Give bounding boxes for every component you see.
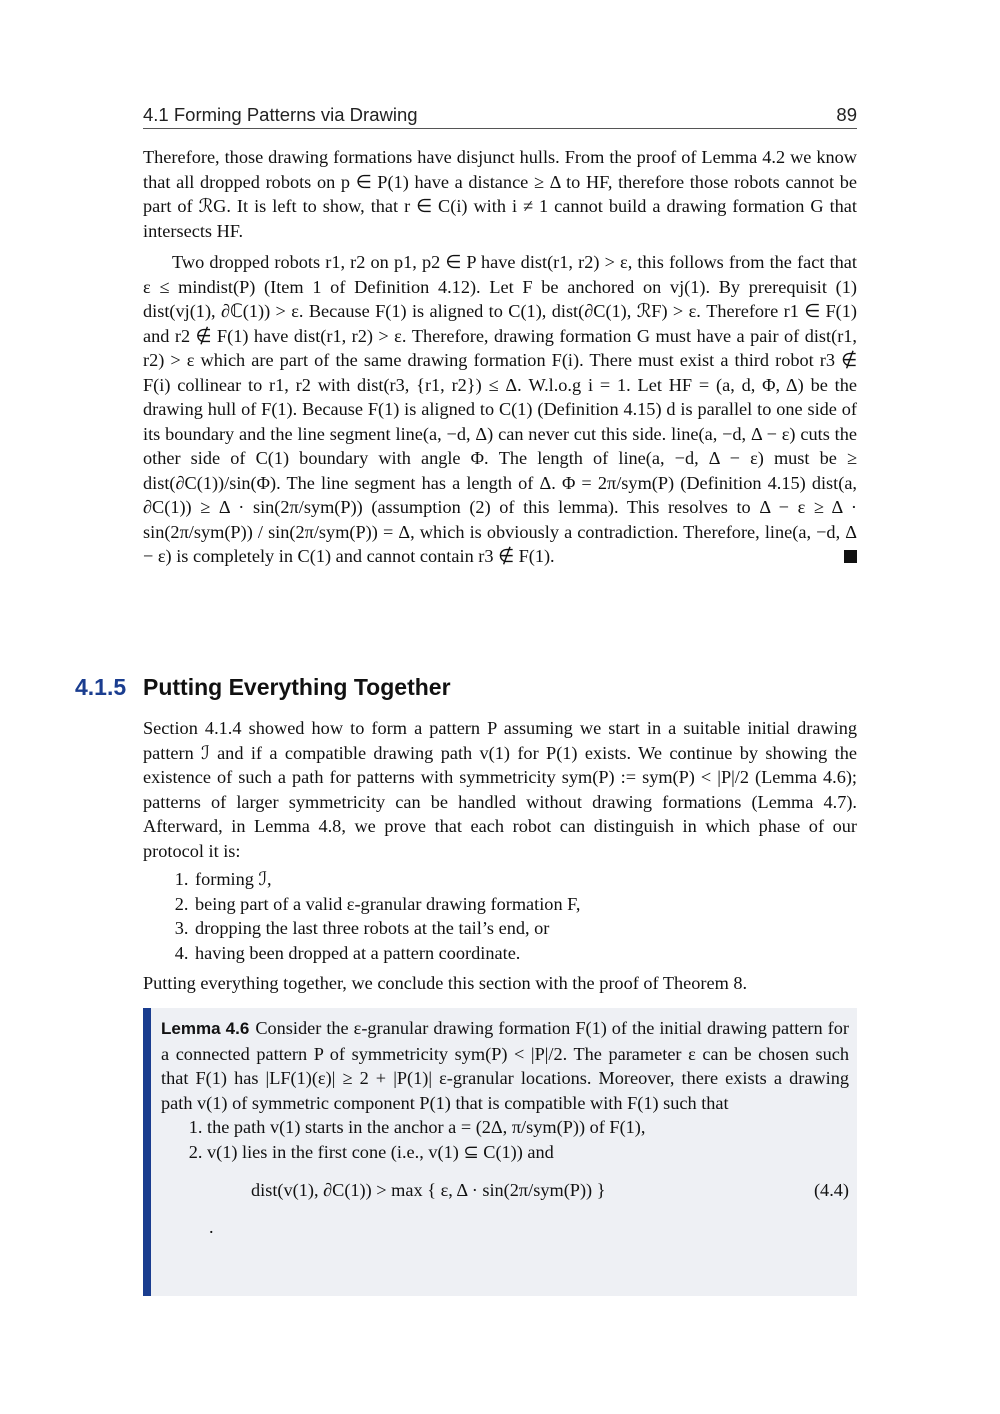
equation-number: (4.4) xyxy=(813,1180,849,1200)
list-item: 2. being part of a valid ε-granular drawing formation F, xyxy=(193,892,857,917)
list-item: 1. the path v(1) starts in the anchor a = (2Δ, π/sym(P)) of F(1), xyxy=(207,1115,849,1140)
list-item: 2. v(1) lies in the first cone (i.e., v(1) ⊆ C(1)) and xyxy=(207,1140,849,1165)
section-heading xyxy=(75,674,857,701)
lemma-statement xyxy=(161,1016,849,1115)
lemma-label: Lemma 4.6 xyxy=(161,1019,250,1038)
lemma-conditions xyxy=(161,1115,849,1164)
running-header xyxy=(143,100,857,129)
qed-icon xyxy=(844,550,857,563)
section-title: Putting Everything Together xyxy=(143,674,451,700)
section-body xyxy=(143,716,857,996)
running-header-title: 4.1 Forming Patterns via Drawing xyxy=(143,104,418,125)
list-item: 4. having been dropped at a pattern coordinate. xyxy=(193,941,857,966)
proof-text xyxy=(143,145,857,569)
list-item: 3. dropping the last three robots at the tail’s end, or xyxy=(193,916,857,941)
section-intro: Section 4.1.4 showed how to form a pattern P assuming we start in a suitable initial drawing pattern ℐ and if a compatible drawing path v(1) for P(1) exists. We continue by showing the existence of such a path for patterns with symmetricity sym(P) := sym(P) < |P|/2 (Lemma 4.6); patterns of larger symmetricity can be handled without drawing formations (Lemma 4.7). Afterward, in Lemma 4.8, we prove that each robot can distinguish in which phase of our protocol it is: xyxy=(143,718,857,861)
proof-paragraph-1: Therefore, those drawing formations have disjunct hulls. From the proof of Lemma 4.2 we know that all dropped robots on p ∈ P(1) have a distance ≥ Δ to HF, therefore those robots cannot be part of ℛG. It is left to show, that r ∈ C(i) with i ≠ 1 cannot build a drawing formation G that intersects HF. xyxy=(143,147,857,241)
proof-paragraph-2 xyxy=(143,250,857,569)
lemma-box xyxy=(143,1008,857,1296)
page-number: 89 xyxy=(836,104,857,125)
equation-4-4 xyxy=(161,1178,849,1203)
lemma-text: Consider the ε-granular drawing formation F(1) of the initial drawing pattern for a connected pattern P of symmetricity sym(P) < |P|/2. The parameter ε can be chosen such that F(1) has |LF(1)(ε)| ≥ 2 + |P(1)| ε-granular locations. Moreover, there exists a drawing path v(1) of symmetric component P(1) that is compatible with F(1) such that xyxy=(161,1018,849,1113)
phase-list xyxy=(143,867,857,965)
lemma-trailing-dot: . xyxy=(209,1216,214,1237)
section-closing: Putting everything together, we conclude this section with the proof of Theorem 8. xyxy=(143,973,748,993)
proof-paragraph-2-text: Two dropped robots r1, r2 on p1, p2 ∈ P have dist(r1, r2) > ε, this follows from the fact that ε ≤ mindist(P) (Item 1 of Definition 4.12). Let F be anchored on vj(1). By prerequisit (1) dist(vj(1), ∂ℂ(1)) > ε. Because F(1) is aligned to C(1), dist(∂C(1), ℛF) > ε. Therefore r1 ∈ F(1) and r2 ∉ F(1) have dist(r1, r2) > ε. Therefore, drawing formation G must have a pair of dist(r1, r2) > ε which are part of the same drawing formation F(i). There must exist a third robot r3 ∉ F(i) collinear to r1, r2 with dist(r3, {r1, r2}) ≤ Δ. W.l.o.g i = 1. Let HF = (a, d, Φ, Δ) be the drawing hull of F(1). Because F(1) is aligned to C(1) (Definition 4.15) d is parallel to one side of its boundary and the line segment line(a, −d, Δ) can never cut this side. line(a, −d, Δ − ε) cuts the other side of C(1) boundary with angle Φ. The length of line(a, −d, Δ − ε) must be ≥ dist(∂C(1))/sin(Φ). The line segment has a length of Δ. Φ = 2π/sym(P) (Definition 4.15) dist(a, ∂C(1)) ≥ Δ · sin(2π/sym(P)) (assumption (2) of this lemma). This resolves to Δ − ε ≥ Δ · sin(2π/sym(P)) / sin(2π/sym(P)) = Δ, which is obviously a contradiction. Therefore, line(a, −d, Δ − ε) is completely in C(1) and cannot contain r3 ∉ F(1). xyxy=(143,252,857,566)
equation-body: dist(v(1), ∂C(1)) > max { ε, Δ · sin(2π/sym(P)) } xyxy=(251,1180,606,1200)
section-number: 4.1.5 xyxy=(75,674,127,700)
list-item: 1. forming ℐ, xyxy=(193,867,857,892)
